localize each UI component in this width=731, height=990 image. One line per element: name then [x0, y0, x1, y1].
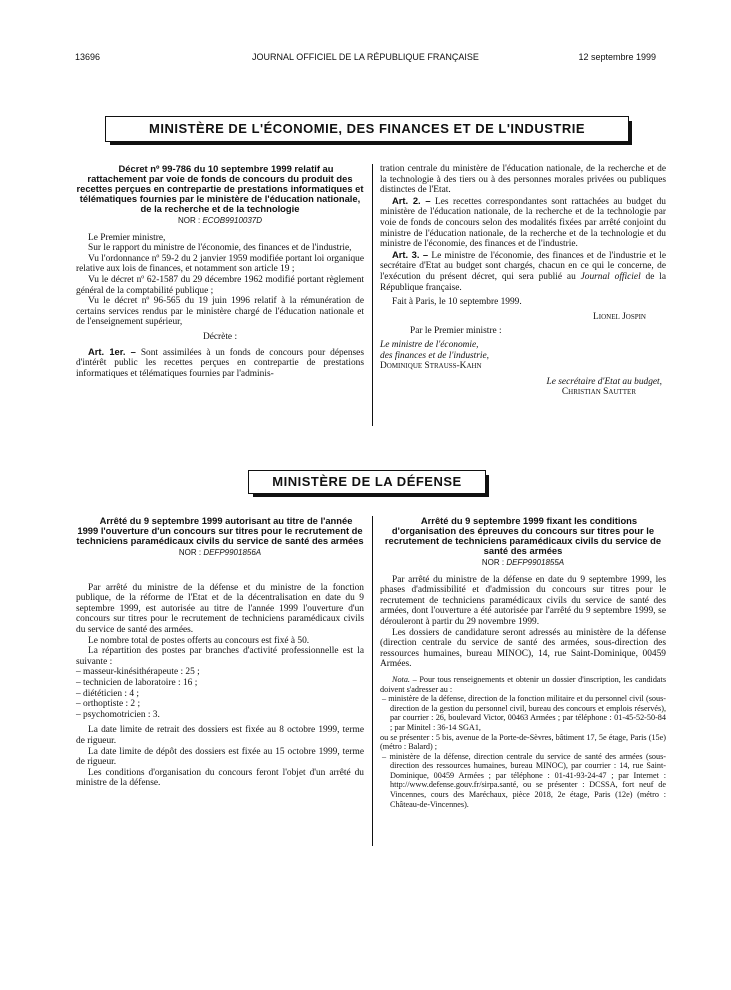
decret-nor: NOR : ECOB9910037D	[177, 216, 263, 225]
column-divider	[372, 516, 373, 846]
arrete-conditions-nor: NOR : DEFP9901855A	[481, 558, 565, 567]
list-item: – technicien de laboratoire : 16 ;	[76, 677, 198, 688]
section-title-defense: MINISTÈRE DE LA DÉFENSE	[248, 470, 486, 494]
decret-fait: Fait à Paris, le 10 septembre 1999.	[392, 297, 522, 308]
arrete-ouverture-p5: La date limite de dépôt des dossiers est fixée au 15 octobre 1999, terme de rigueur.	[76, 746, 364, 768]
nota-mid: ou se présenter : 5 bis, avenue de la Porte-de-Sèvres, bâtiment 17, 5e étage, Paris (15e) (métro : Balard) ;	[380, 732, 666, 752]
arrete-ouverture-p6: Les conditions d'organisation du concours feront l'objet d'un arrêté du ministre de la défense.	[76, 767, 364, 789]
arrete-ouverture-title: Arrêté du 9 septembre 1999 autorisant au titre de l'année 1999 l'ouverture d'un concours sur titres pour le recrutement de techniciens paramédicaux civils du service de santé des armées	[76, 515, 364, 546]
decret-p3: Vu l'ordonnance nº 59-2 du 2 janvier 1959 modifiée portant loi organique relative aux lois de finances, et notamment son article 19 ;	[76, 253, 364, 275]
list-item: – psychomotricien : 3.	[76, 709, 160, 720]
arrete-conditions-column	[380, 516, 666, 809]
column-divider	[372, 164, 373, 426]
issue-date: 12 septembre 1999	[578, 52, 656, 62]
arrete-ouverture-nor: NOR : DEFP9901856A	[178, 548, 262, 557]
decret-art1: Art. 1er. – Sont assimilées à un fonds de concours pour dépenses d'intérêt public les recettes perçues en contrepartie de prestations informatiques et télématiques fournies par l'adminis-	[76, 345, 364, 379]
decret-p5: Vu le décret nº 96-565 du 19 juin 1996 relatif à la rémunération de certains services rendus par le ministère chargé de l'éducation nationale et de l'enseignement supérieur,	[76, 296, 364, 328]
nota-intro: Nota. – Pour tous renseignements et obtenir un dossier d'inscription, les candidats doivent s'adresser au :	[380, 674, 667, 694]
decret-art3: Art. 3. – Le ministre de l'économie, des finances et de l'industrie et le secrétaire d'Etat au budget sont chargés, chacun en ce qui le concerne, de l'exécution du présent décret, qui sera publié au Journal officiel de la République française.	[380, 248, 667, 293]
arrete-conditions-p1: Par arrêté du ministre de la défense en date du 9 septembre 1999, les phases d'admissibilité et d'admission du concours sur titres pour le recrutement de techniciens paramédicaux civils du service de santé des armées, dont l'ouverture a été autorisée par l'arrêté du 9 septembre 1999, se dérouleront à partir du 29 novembre 1999.	[380, 574, 666, 627]
journal-title: JOURNAL OFFICIEL DE LA RÉPUBLIQUE FRANÇAISE	[252, 52, 479, 62]
arrete-ouverture-p4: La date limite de retrait des dossiers est fixée au 8 octobre 1999, terme de rigueur.	[76, 725, 364, 746]
arrete-conditions-p2: Les dossiers de candidature seront adressés au ministère de la défense (direction centrale du service de santé des armées, sous-direction des ressources humaines, bureau MINOC), 14, rue Saint-Dominique, 00459 Armées.	[380, 627, 666, 670]
list-item: – diététicien : 4 ;	[76, 688, 140, 699]
decret-art2: Art. 2. – Les recettes correspondantes sont rattachées au budget du ministère de l'éducation nationale, de la recherche et de la technologie par voie de fonds de concours selon des modalités fixées par arrêté conjoint du ministre de l'éducation nationale, de la recherche et de la technologie et du ministre de l'économie, des finances et de l'industrie.	[380, 194, 666, 250]
arrete-ouverture-column	[76, 516, 364, 789]
secretary-title: Le secrétaire d'Etat au budget,	[546, 376, 662, 387]
decret-column-2	[380, 164, 666, 398]
page-number: 13696	[75, 52, 101, 62]
signer-sautter: Christian Sautter	[561, 387, 636, 398]
nota-item-2: – ministère de la défense, direction centrale du service de santé des armées (sous-direction des ressources humaines, bureau MINOC), par courrier : 14, rue Saint-Dominique, 00459 Armées ; par téléphone : 01-41-93-24-47 ; par Internet : http://www.defense.gouv.fr/sirpa.santé, ou se présenter : DCSSA, fort neuf de Vincennes, cours des Maréchaux, pièce 2018, 2e étage, Paris (12e) (métro : Château-de-Vincennes).	[382, 751, 666, 809]
signer-strauss-kahn: Dominique Strauss-Kahn	[380, 361, 482, 372]
minister-title-2: des finances et de l'industrie,	[380, 350, 490, 361]
list-item: – orthoptiste : 2 ;	[76, 699, 141, 710]
decret-p1: Le Premier ministre,	[88, 232, 166, 243]
minister-title-1: Le ministre de l'économie,	[380, 339, 479, 350]
section-title-economie: MINISTÈRE DE L'ÉCONOMIE, DES FINANCES ET DE L'INDUSTRIE	[105, 116, 629, 142]
decret-p2: Sur le rapport du ministre de l'économie, des finances et de l'industrie,	[88, 243, 352, 254]
signer-jospin: Lionel Jospin	[593, 311, 646, 322]
arrete-ouverture-p3: La répartition des postes par branches d'activité professionnelle est la suivante :	[76, 646, 364, 667]
decret-p4: Vu le décret nº 62-1587 du 29 décembre 1962 modifié portant règlement général de la comptabilité publique ;	[76, 274, 364, 296]
decret-cont: tration centrale du ministère de l'éducation nationale, de la recherche et de la technologie à des tiers ou à des personnes morales privées ou publiques distinctes de l'Etat.	[380, 164, 666, 196]
arrete-ouverture-p1: Par arrêté du ministre de la défense et du ministre de la fonction publique, de la réforme de l'Etat et de la décentralisation en date du 9 septembre 1999, est autorisée au titre de l'année 1999 l'ouverture d'un concours sur titres pour le recrutement de techniciens paramédicaux civils du service de santé des armées.	[76, 582, 364, 635]
decret-title: Décret nº 99-786 du 10 septembre 1999 relatif au rattachement par voie de fonds de concours du produit des recettes perçues en contrepartie de prestations informatiques et télématiques fournies par le ministère de l'éducation nationale, de la recherche et de la technologie	[76, 163, 364, 214]
list-item: – masseur-kinésithérapeute : 25 ;	[76, 667, 200, 678]
par-premier-ministre: Par le Premier ministre :	[410, 326, 502, 337]
decret-decrete: Décrète :	[202, 331, 238, 342]
arrete-conditions-title: Arrêté du 9 septembre 1999 fixant les conditions d'organisation des épreuves du concours sur titres pour le recrutement de techniciens paramédicaux civils du service de santé des armées	[384, 515, 662, 556]
nota-item-1: – ministère de la défense, direction de la fonction militaire et du personnel civil (sous-direction de la gestion du personnel civil, bureau des concours et emplois réservés), par courrier : 26, boulevard Victor, 00463 Armées ; par téléphone : 01-45-52-50-84 ; par Minitel : 36-14 SGA1,	[382, 694, 666, 732]
arrete-ouverture-p2: Le nombre total de postes offerts au concours est fixé à 50.	[88, 635, 310, 646]
decret-column	[76, 164, 364, 379]
nota-block	[380, 675, 666, 809]
